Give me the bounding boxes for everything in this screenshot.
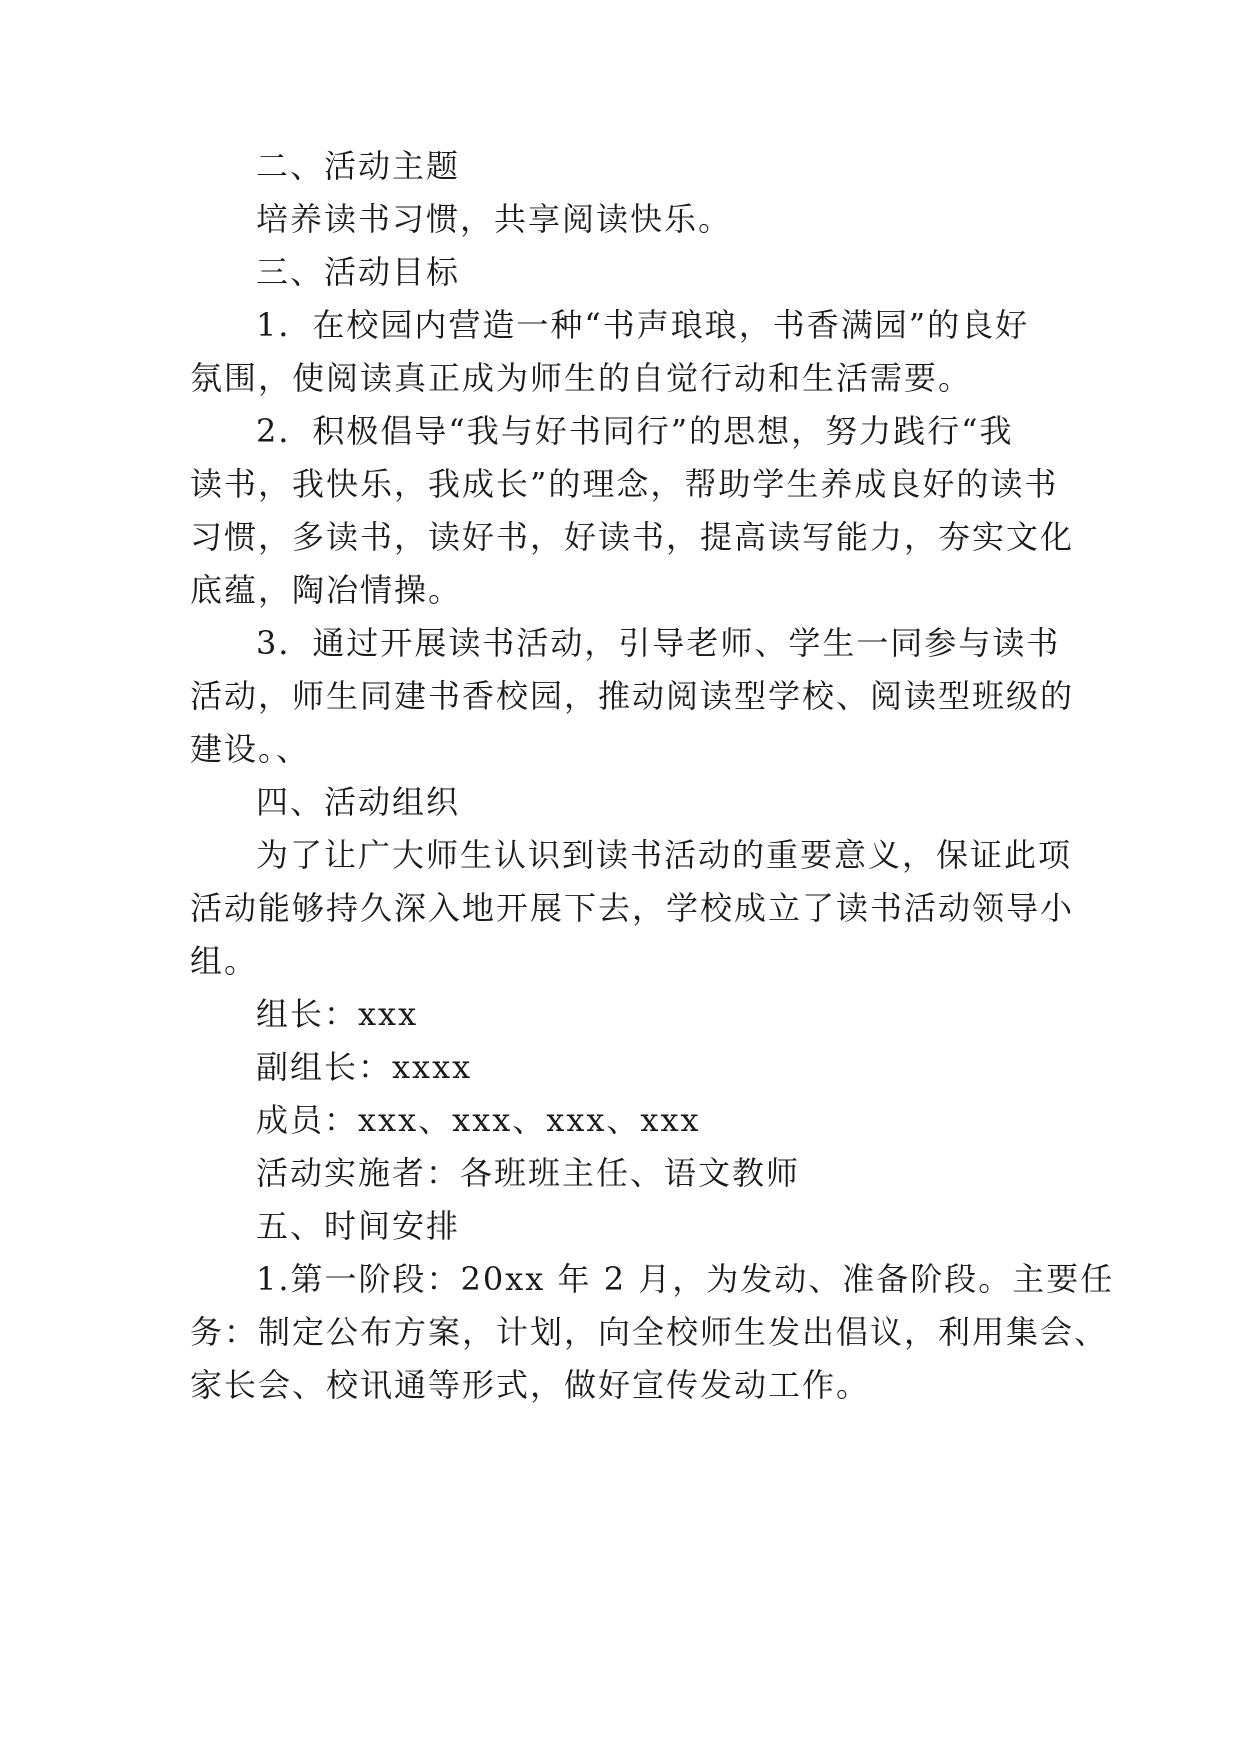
paragraph-line: 为了让广大师生认识到读书活动的重要意义，保证此项 xyxy=(256,836,1073,874)
paragraph-line: 组。 xyxy=(190,942,259,980)
paragraph-line: 读书，我快乐，我成长”的理念，帮助学生养成良好的读书 xyxy=(190,465,1059,503)
paragraph-line: 家长会、校讯通等形式，做好宣传发动工作。 xyxy=(190,1366,871,1404)
implementers-line: 活动实施者：各班班主任、语文教师 xyxy=(256,1154,801,1192)
paragraph-line: 1.第一阶段：20xx 年 2 月，为发动、准备阶段。主要任 xyxy=(256,1260,1115,1298)
paragraph-line: 培养读书习惯，共享阅读快乐。 xyxy=(256,200,733,238)
paragraph-line: 活动能够持久深入地开展下去，学校成立了读书活动领导小 xyxy=(190,889,1075,927)
paragraph-line: 建设。、 xyxy=(190,730,311,768)
paragraph-line: 务：制定公布方案，计划，向全校师生发出倡议，利用集会、 xyxy=(190,1313,1109,1351)
team-leader-line: 组长：xxx xyxy=(256,995,419,1033)
section-heading-organization: 四、活动组织 xyxy=(256,783,461,821)
section-heading-schedule: 五、时间安排 xyxy=(256,1207,461,1245)
paragraph-line: 习惯，多读书，读好书，好读书，提高读写能力，夯实文化 xyxy=(190,518,1075,556)
paragraph-line: 氛围，使阅读真正成为师生的自觉行动和生活需要。 xyxy=(190,359,973,397)
paragraph-line: 3．通过开展读书活动，引导老师、学生一同参与读书 xyxy=(256,624,1061,662)
section-heading-goals: 三、活动目标 xyxy=(256,253,461,291)
paragraph-line: 1．在校园内营造一种“书声琅琅，书香满园”的良好 xyxy=(256,306,1030,344)
paragraph-line: 活动，师生同建书香校园，推动阅读型学校、阅读型班级的 xyxy=(190,677,1075,715)
members-line: 成员：xxx、xxx、xxx、xxx xyxy=(256,1101,701,1139)
section-heading-theme: 二、活动主题 xyxy=(256,147,461,185)
paragraph-line: 底蕴，陶冶情操。 xyxy=(190,571,463,609)
paragraph-line: 2．积极倡导“我与好书同行”的思想，努力践行“我 xyxy=(256,412,1014,450)
deputy-leader-line: 副组长：xxxx xyxy=(256,1048,473,1086)
